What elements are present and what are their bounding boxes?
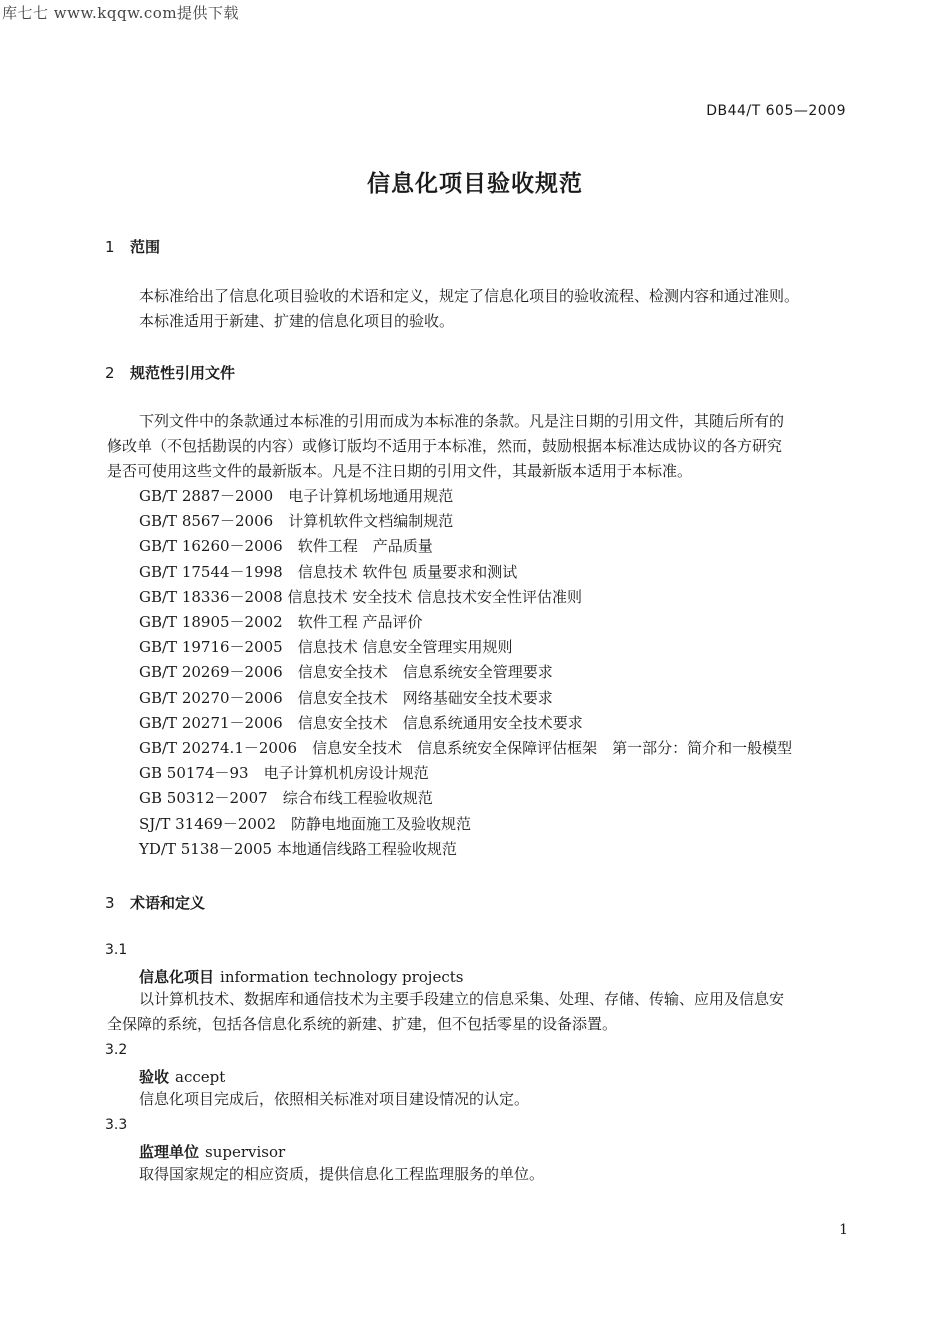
- definition-line: 以计算机技术、数据库和通信技术为主要手段建立的信息采集、处理、存储、传输、应用及信息安: [139, 990, 785, 1008]
- reference-code: YD/T 5138－2005: [139, 839, 273, 858]
- reference-code: GB/T 20269－2006: [139, 663, 283, 682]
- reference-code: GB 50312－2007: [139, 789, 268, 808]
- section-scope-body: [107, 284, 849, 334]
- standard-code: DB44/T 605—2009: [706, 103, 846, 119]
- term-definition: [107, 987, 849, 1037]
- term-name-zh: 监理单位: [139, 1143, 200, 1161]
- reference-title: 信息安全技术 信息系统安全管理要求: [297, 663, 553, 682]
- paragraph-line: 下列文件中的条款通过本标准的引用而成为本标准的条款。凡是注日期的引用文件，其随后所有的: [139, 412, 785, 430]
- reference-code: GB/T 20274.1－2006: [139, 739, 298, 758]
- reference-item: [139, 812, 792, 837]
- document-title: 信息化项目验收规范: [367, 171, 583, 197]
- reference-code: GB/T 18336－2008: [139, 587, 283, 606]
- reference-title: 软件工程 产品质量: [297, 537, 433, 556]
- term-definition: [107, 1162, 849, 1187]
- reference-item: [139, 736, 792, 761]
- term-name-zh: 验收: [139, 1068, 170, 1086]
- reference-title: 综合布线工程验收规范: [282, 789, 433, 808]
- reference-item: [139, 660, 792, 685]
- page-number: 1: [839, 1222, 848, 1238]
- reference-code: GB/T 8567－2006: [139, 512, 274, 531]
- reference-title: 信息安全技术 网络基础安全技术要求: [297, 688, 553, 707]
- reference-item: [139, 686, 792, 711]
- term-name: [139, 1141, 285, 1162]
- reference-title: 软件工程 产品评价: [297, 613, 423, 632]
- section-number: 1: [105, 238, 115, 256]
- reference-title: 电子计算机机房设计规范: [263, 764, 429, 783]
- section-number: 2: [105, 364, 115, 382]
- section-title: 范围: [130, 238, 161, 256]
- reference-title: 本地通信线路工程验收规范: [276, 839, 457, 858]
- reference-title: 信息安全技术 信息系统安全保障评估框架 第一部分：简介和一般模型: [312, 739, 793, 758]
- paragraph-line: 本标准给出了信息化项目验收的术语和定义，规定了信息化项目的验收流程、检测内容和通过准则。: [139, 287, 800, 305]
- reference-code: GB/T 20270－2006: [139, 688, 283, 707]
- reference-title: 信息安全技术 信息系统通用安全技术要求: [297, 713, 583, 732]
- reference-item: [139, 610, 792, 635]
- section-heading-terms-definitions: [105, 892, 205, 913]
- reference-item: [139, 837, 792, 862]
- definition-line: 信息化项目完成后，依照相关标准对项目建设情况的认定。: [139, 1090, 530, 1108]
- term-name-en: information technology projects: [220, 968, 464, 986]
- paragraph-line: 是否可使用这些文件的最新版本。凡是不注日期的引用文件，其最新版本适用于本标准。: [107, 462, 693, 481]
- term-name-zh: 信息化项目: [139, 968, 215, 986]
- section-number: 3: [105, 894, 115, 912]
- section-title: 术语和定义: [130, 894, 206, 912]
- term-name-en: supervisor: [205, 1143, 286, 1161]
- reference-title: 防静电地面施工及验收规范: [291, 814, 472, 833]
- reference-code: GB/T 20271－2006: [139, 713, 283, 732]
- reference-item: [139, 560, 792, 585]
- term-definition: [107, 1087, 849, 1112]
- paragraph-line: 本标准适用于新建、扩建的信息化项目的验收。: [139, 312, 455, 331]
- reference-title: 信息技术 信息安全管理实用规则: [297, 638, 513, 657]
- reference-item: [139, 711, 792, 736]
- term-number: 3.2: [105, 1042, 128, 1058]
- section-title: 规范性引用文件: [130, 364, 236, 382]
- reference-list: [139, 484, 792, 862]
- term-name: [139, 966, 463, 987]
- term-name-en: accept: [175, 1068, 226, 1086]
- section-references-intro: [107, 409, 849, 485]
- reference-title: 信息技术 软件包 质量要求和测试: [297, 562, 518, 581]
- reference-title: 计算机软件文档编制规范: [288, 512, 454, 531]
- section-heading-normative-references: [105, 362, 235, 383]
- reference-item: [139, 534, 792, 559]
- reference-title: 信息技术 安全技术 信息技术安全性评估准则: [287, 587, 583, 606]
- watermark-text: 库七七 www.kqqw.com提供下载: [2, 4, 240, 22]
- reference-title: 电子计算机场地通用规范: [288, 487, 454, 505]
- paragraph-line: 修改单（不包括勘误的内容）或修订版均不适用于本标准，然而，鼓励根据本标准达成协议的各方研究: [107, 437, 783, 456]
- reference-item: [139, 635, 792, 660]
- term-number: 3.3: [105, 1117, 128, 1133]
- reference-code: GB/T 16260－2006: [139, 537, 283, 556]
- reference-code: GB 50174－93: [139, 764, 249, 783]
- reference-code: GB/T 2887－2000: [139, 487, 274, 505]
- reference-item: [139, 509, 792, 534]
- definition-line: 取得国家规定的相应资质，提供信息化工程监理服务的单位。: [139, 1165, 545, 1183]
- reference-code: GB/T 17544－1998: [139, 562, 283, 581]
- term-name: [139, 1066, 225, 1087]
- term-number: 3.1: [105, 942, 128, 958]
- reference-item: [139, 786, 792, 811]
- reference-code: SJ/T 31469－2002: [139, 814, 277, 833]
- reference-code: GB/T 18905－2002: [139, 613, 283, 632]
- reference-item: [139, 484, 792, 509]
- reference-code: GB/T 19716－2005: [139, 638, 283, 657]
- reference-item: [139, 585, 792, 610]
- section-heading-scope: [105, 236, 160, 257]
- reference-item: [139, 761, 792, 786]
- definition-line: 全保障的系统，包括各信息化系统的新建、扩建，但不包括零星的设备添置。: [107, 1015, 618, 1034]
